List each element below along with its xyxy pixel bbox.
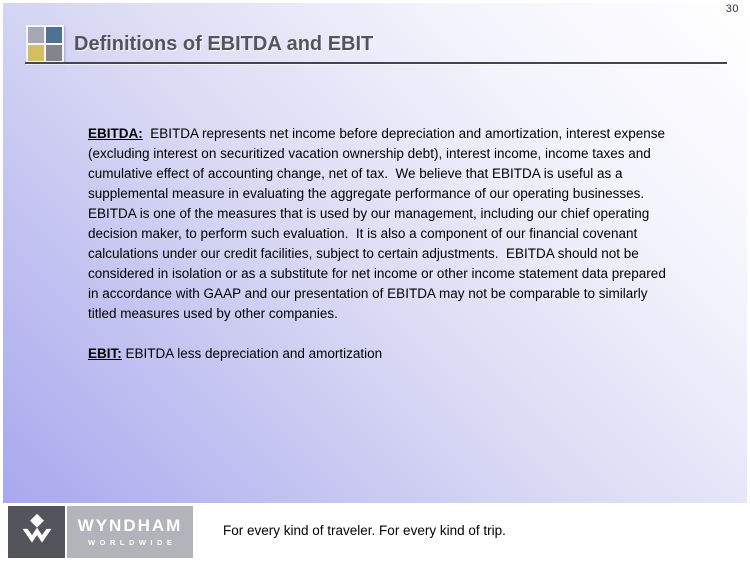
marker-square-bottom-right <box>46 45 62 61</box>
title-marker-squares-icon <box>26 25 64 63</box>
definitions-text-block <box>88 124 668 364</box>
wyndham-logo-icon <box>8 506 65 558</box>
ebitda-term-label: EBITDA: <box>88 126 143 141</box>
footer <box>0 503 750 562</box>
footer-tagline: For every kind of traveler. For every kind of trip. <box>223 523 506 538</box>
paragraph-spacer <box>88 324 668 344</box>
page-number: 30 <box>725 3 739 15</box>
wyndham-logo-wordmark <box>67 506 193 558</box>
ebit-definition-text: EBITDA less depreciation and amortization <box>121 346 383 361</box>
logo-brand-name: WYNDHAM <box>77 516 183 535</box>
title-block <box>26 25 373 63</box>
marker-square-top-left <box>28 27 44 43</box>
marker-square-bottom-left <box>28 45 44 61</box>
ebit-term-label: EBIT: <box>88 346 122 361</box>
page-title: Definitions of EBITDA and EBIT <box>74 32 374 55</box>
logo-brand-subtitle: WORLDWIDE <box>88 538 177 547</box>
ebitda-definition-paragraph <box>88 124 668 324</box>
ebitda-definition-text: EBITDA represents net income before depreciation and amortization, interest expense (excluding interest on securitized vacation ownership debt), interest income, income taxes and cumulative effect of accounting change, net of tax. We believe that EBITDA is useful as a supplemental measure in evaluating the aggregate performance of our operating businesses. EBITDA is one of the measures that is used by our management, including our chief operating decision maker, to perform such evaluation. It is also a component of our financial covenant calculations under our credit facilities, subject to certain adjustments. EBITDA should not be considered in isolation or as a substitute for net income or other income statement data prepared in accordance with GAAP and our presentation of EBITDA may not be comparable to similarly titled measures used by other companies. <box>88 126 670 321</box>
ebit-definition-paragraph <box>88 344 668 364</box>
marker-square-top-right <box>46 27 62 43</box>
wyndham-w-glyph <box>15 510 59 554</box>
title-divider <box>25 62 727 64</box>
